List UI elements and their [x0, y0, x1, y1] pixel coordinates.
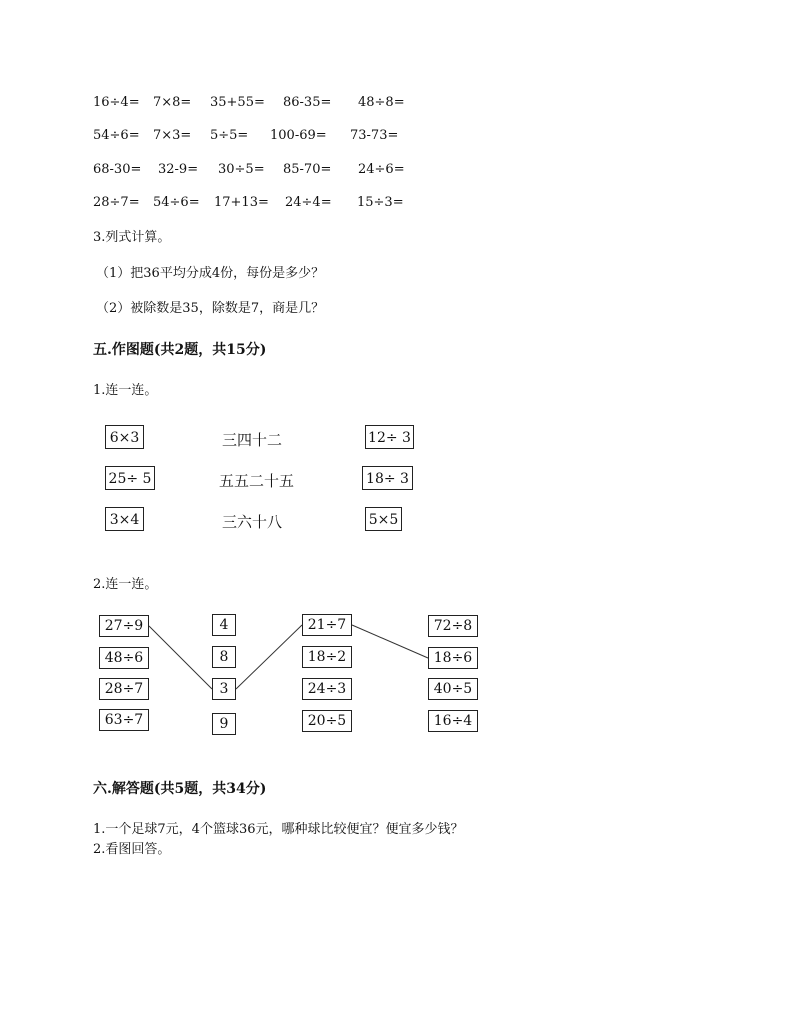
connector-line	[149, 626, 212, 689]
calc-item: 100-69=	[270, 128, 327, 143]
match-right-box[interactable]: 5×5	[365, 507, 402, 531]
calc-item: 5÷5=	[210, 128, 249, 143]
match2-col3-box[interactable]: 18÷2	[302, 646, 352, 668]
calc-item: 16÷4=	[93, 95, 140, 110]
question-3-item: （2）被除数是35，除数是7，商是几？	[96, 301, 325, 316]
calc-item: 24÷4=	[285, 195, 332, 210]
connector-line	[352, 625, 428, 658]
match-left-box[interactable]: 3×4	[105, 507, 144, 531]
section-5-title: 五.作图题(共2题，共15分)	[93, 342, 267, 358]
match2-col3-box[interactable]: 21÷7	[302, 614, 352, 636]
match-left-box[interactable]: 25÷ 5	[105, 466, 155, 490]
match2-col3-box[interactable]: 20÷5	[302, 710, 352, 732]
match2-col4-box[interactable]: 72÷8	[428, 615, 478, 637]
match-right-box[interactable]: 12÷ 3	[365, 425, 414, 449]
section-6-item: 1.一个足球7元，4个篮球36元，哪种球比较便宜？便宜多少钱？	[93, 822, 464, 837]
calc-item: 24÷6=	[358, 162, 405, 177]
question-3-title: 3.列式计算。	[93, 230, 171, 245]
calc-item: 35+55=	[210, 95, 265, 110]
calc-item: 7×8=	[153, 95, 192, 110]
calc-item: 30÷5=	[218, 162, 265, 177]
match2-col2-box[interactable]: 3	[212, 678, 236, 700]
match-left-box[interactable]: 6×3	[105, 425, 144, 449]
match2-col3-box[interactable]: 24÷3	[302, 678, 352, 700]
match2-col1-box[interactable]: 27÷9	[99, 615, 149, 637]
calc-item: 7×3=	[153, 128, 192, 143]
match2-col4-box[interactable]: 18÷6	[428, 647, 478, 669]
match2-col1-box[interactable]: 48÷6	[99, 647, 149, 669]
match-middle-text[interactable]: 三六十八	[222, 513, 283, 531]
calc-item: 86-35=	[283, 95, 332, 110]
calc-item: 85-70=	[283, 162, 332, 177]
match-right-box[interactable]: 18÷ 3	[362, 466, 413, 490]
calc-item: 73-73=	[350, 128, 399, 143]
calc-item: 17+13=	[214, 195, 269, 210]
match2-col2-box[interactable]: 8	[212, 646, 236, 668]
match-middle-text[interactable]: 三四十二	[222, 431, 283, 449]
match2-col4-box[interactable]: 16÷4	[428, 710, 478, 732]
calc-item: 54÷6=	[153, 195, 200, 210]
match2-col1-box[interactable]: 63÷7	[99, 709, 149, 731]
calc-item: 68-30=	[93, 162, 142, 177]
question-3-item: （1）把36平均分成4份，每份是多少？	[96, 266, 325, 281]
match2-col2-box[interactable]: 9	[212, 713, 236, 735]
calc-item: 15÷3=	[357, 195, 404, 210]
calc-item: 54÷6=	[93, 128, 140, 143]
calc-item: 32-9=	[158, 162, 199, 177]
match-middle-text[interactable]: 五五二十五	[219, 472, 295, 490]
calc-item: 48÷8=	[358, 95, 405, 110]
match2-col1-box[interactable]: 28÷7	[99, 678, 149, 700]
match2-col2-box[interactable]: 4	[212, 614, 236, 636]
calc-item: 28÷7=	[93, 195, 140, 210]
section-6-item: 2.看图回答。	[93, 842, 171, 857]
connector-line	[236, 625, 302, 689]
match2-col4-box[interactable]: 40÷5	[428, 678, 478, 700]
section-5-q1-title: 1.连一连。	[93, 383, 158, 398]
section-6-title: 六.解答题(共5题，共34分)	[93, 781, 267, 797]
section-5-q2-title: 2.连一连。	[93, 577, 158, 592]
